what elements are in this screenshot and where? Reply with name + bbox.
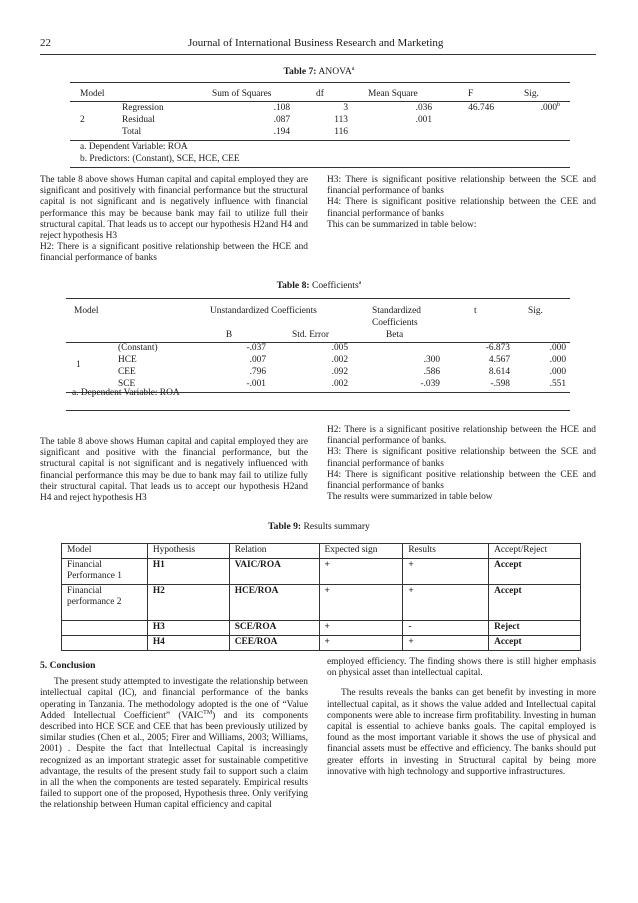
table-row [62, 636, 581, 651]
table-7-row-sig-sup: b [557, 101, 560, 108]
table-7-header-f: F [468, 89, 474, 99]
text-1-left-column [40, 175, 308, 265]
table-7-row-sig-value: .000 [540, 103, 557, 113]
text-2-left-paragraph: The table 8 above shows Human capital and capital employed they are significant and positive with the financial performance, but the structural capital is not significant and is negatively influenced with financial performance this may be due to bank may fail to utilize fully their structural capital. That leads us to accept our hypothesis H2and H4 and reject hypothesis H3 [40, 437, 308, 504]
table-8-row-label: HCE [118, 355, 137, 365]
table-9-title: Results summary [303, 521, 370, 532]
table-row [62, 585, 581, 621]
table-9-caption [0, 521, 638, 532]
table-8-top-rule [66, 298, 570, 299]
table-9-label: Table 9: [268, 521, 302, 532]
text-1-left-paragraph: The table 8 above shows Human capital and capital employed they are significant and positively with financial performance but the structural capital is not significant and is negatively influence with financial performance this may be because bank may fail to utilize full their structural capital. That leads us to accept our hypothesis H2and H4 and reject hypothesis H3 [40, 175, 308, 242]
table-7-row-ss: .194 [273, 127, 290, 137]
journal-title: Journal of International Business Research and Marketing [188, 37, 444, 49]
text-2-right-column [327, 425, 596, 503]
text-2-left-column [40, 437, 308, 504]
table-9-expected-sign: + [319, 585, 403, 621]
table-7-header-rule [70, 101, 570, 102]
table-9-header-expected-sign: Expected sign [319, 544, 403, 559]
table-8-row-b: -.001 [246, 379, 266, 389]
table-9-expected-sign: + [319, 559, 403, 585]
conclusion-right-column [327, 657, 596, 778]
conclusion-left-column [40, 660, 308, 812]
text-1-right-h3: H3: There is significant positive relationship between the SCE and financial performance of banks [327, 175, 596, 197]
table-9-relation: CEE/ROA [229, 636, 319, 651]
table-8-model-number: 1 [76, 360, 81, 370]
table-9-header-hypothesis: Hypothesis [147, 544, 229, 559]
table-8-row-sig: .000 [549, 355, 566, 365]
table-8-row-sig: .000 [549, 343, 566, 353]
table-7-model-number: 2 [80, 115, 85, 125]
table-8-row-label: (Constant) [118, 343, 158, 353]
page-header [40, 36, 596, 55]
table-8-row-b: .007 [249, 355, 266, 365]
table-8-row-beta: .300 [423, 355, 440, 365]
table-7-top-rule [70, 82, 570, 83]
table-8-header-t: t [474, 306, 477, 316]
table-8-title: Coefficients [311, 280, 359, 291]
conclusion-paragraph-1-part-b: ) and its components described into HCE SCE and CEE that has been previously utilized by similar studies (Chen et al., 2005; Firer and Williams, 2003; Williams, 2001) . Despite the fact that Intellectual Capital is increasingly recognized as an important strategic asset for sustainable competitive advantage, the results of the present study fail to support such a claim in all the when the components are tested separately. Empirical results failed to support one of the proposed, Hypothesis three. Only verifying the relationship between Human capital efficiency and capital [40, 710, 308, 811]
trademark-sup: TM [203, 709, 213, 716]
table-8-subheader-beta: Beta [386, 330, 404, 340]
table-row [62, 559, 581, 585]
table-7-caption-sup: a [351, 65, 355, 72]
table-9-result: + [403, 559, 489, 585]
table-9-hypothesis: H3 [147, 621, 229, 636]
table-8-row-sig: .551 [549, 379, 566, 389]
table-8-header-standardized: Standardized [372, 306, 421, 316]
table-7-row-ms: .036 [415, 103, 432, 113]
table-8-row-b: -.037 [246, 343, 266, 353]
table-9-header-row [62, 544, 581, 559]
table-9-model: Financial performance 2 [62, 585, 148, 621]
table-9-header-accept-reject: Accept/Reject [489, 544, 581, 559]
table-9-decision: Accept [489, 585, 581, 621]
table-9-model [62, 636, 148, 651]
table-9-result: + [403, 636, 489, 651]
table-7-row-label: Regression [122, 103, 164, 113]
table-row [62, 621, 581, 636]
table-8-note: a. Dependent Variable: ROA [72, 388, 180, 398]
table-8-label: Table 8: [276, 280, 310, 291]
table-9-hypothesis: H1 [147, 559, 229, 585]
text-1-right-summary: This can be summarized in table below: [327, 219, 477, 230]
table-9-hypothesis: H2 [147, 585, 229, 621]
table-7-header-df: df [316, 89, 324, 99]
table-7-header-model: Model [80, 89, 105, 99]
table-7-header-ms: Mean Square [368, 89, 418, 99]
table-9-decision: Accept [489, 559, 581, 585]
table-8-header-model: Model [74, 306, 99, 316]
table-9-header-results: Results [403, 544, 489, 559]
table-9-expected-sign: + [319, 621, 403, 636]
table-8-row-t: 8.614 [488, 367, 510, 377]
table-9-relation: VAIC/ROA [229, 559, 319, 585]
table-8-row-t: 4.567 [488, 355, 510, 365]
table-9-result: + [403, 585, 489, 621]
table-8-row-t: -.598 [490, 379, 510, 389]
table-7-row-ss: .087 [273, 115, 290, 125]
table-9 [61, 543, 581, 651]
table-8-row-b: .796 [249, 367, 266, 377]
table-7-row-f: 46.746 [468, 103, 494, 113]
conclusion-heading: 5. Conclusion [40, 660, 96, 671]
table-9-model: Financial Performance 1 [62, 559, 148, 585]
table-7-note: a. Dependent Variable: ROA [80, 142, 188, 152]
conclusion-paragraph-1 [40, 677, 308, 811]
table-9-decision: Accept [489, 636, 581, 651]
table-9-header-relation: Relation [229, 544, 319, 559]
text-2-right-h4: H4: There is significant positive relationship between the CEE and financial performance of banks [327, 469, 596, 492]
table-7-bottom-rule [70, 167, 570, 168]
text-1-left-h2: H2: There is a significant positive relationship between the HCE and financial performance of banks [40, 242, 308, 264]
table-7-row-df: 3 [343, 103, 348, 113]
table-7-label: Table 7: [283, 66, 317, 77]
table-7-row-label: Total [122, 127, 142, 137]
table-9-relation: HCE/ROA [229, 585, 319, 621]
table-8-row-se: .002 [331, 379, 348, 389]
table-8-caption-sup: a [358, 279, 362, 286]
table-7-caption [0, 66, 638, 77]
table-8-header-sig: Sig. [528, 306, 543, 316]
table-8-caption [0, 280, 638, 291]
table-9-model [62, 621, 148, 636]
page-number: 22 [40, 37, 51, 49]
table-7-row-ms: .001 [415, 115, 432, 125]
table-8-row-sig: .000 [549, 367, 566, 377]
table-8-row-t: -6.873 [485, 343, 510, 353]
table-8-row-se: .005 [331, 343, 348, 353]
table-8-subheader-b: B [225, 330, 233, 340]
table-8-row-label: SCE [118, 379, 136, 389]
table-8-bottom-rule [66, 410, 570, 411]
table-7-note: b. Predictors: (Constant), SCE, HCE, CEE [80, 154, 240, 164]
conclusion-right-paragraph-1: employed efficiency. The finding shows there is still higher emphasis on physical asset than intellectual capital. [327, 657, 596, 679]
table-7-title: ANOVA [318, 66, 352, 77]
table-7-header-ss: Sum of Squares [212, 89, 272, 99]
table-7-row-df: 113 [334, 115, 348, 125]
text-2-right-summary: The results were summarized in table below [327, 492, 493, 503]
conclusion-right-paragraph-2: The results reveals the banks can get benefit by investing in more intellectual capital, as it shows the value added and Intellectual capital components were able to increase firm profitability. Investing in human capital is essential to achieve banks goals. The capital employed is found as the most important variable it shows the use of physical and financial assets must be effective and efficiency. The banks should put greater efforts in investing in Structural capital by being more innovative with high technology and supportive infrastructures. [327, 688, 596, 777]
table-8-row-se: .092 [331, 367, 348, 377]
table-8-header-unstandardized: Unstandardized Coefficients [210, 306, 317, 316]
table-8-header-coefficients: Coefficients [372, 318, 418, 328]
conclusion-paragraph-1-part-a: The present study attempted to investigate the relationship between intellectual capital (IC), and financial performance of the banks operating in Tanzania. The methodology adopted is the one of “Value Added Intellectual Coefficient” (VAIC [40, 677, 308, 721]
table-8-row-beta: .586 [423, 367, 440, 377]
table-9-relation: SCE/ROA [229, 621, 319, 636]
table-8-row-se: .002 [331, 355, 348, 365]
text-2-right-h3: H3: There is significant positive relationship between the SCE and financial performance of banks [327, 447, 596, 469]
table-7-row-sig [520, 103, 560, 114]
table-9-decision: Reject [489, 621, 581, 636]
table-7-row-df: 116 [334, 127, 348, 137]
table-7-row-ss: .108 [273, 103, 290, 113]
text-1-right-column [327, 175, 596, 231]
text-1-right-h4: H4: There is significant positive relationship between the CEE and financial performance of banks [327, 197, 596, 219]
table-8-subheader-std-error: Std. Error [292, 330, 329, 340]
table-8-row-label: CEE [118, 367, 136, 377]
table-7-row-label: Residual [122, 115, 155, 125]
table-9-header-model: Model [62, 544, 148, 559]
text-2-right-h2: H2: There is a significant positive relationship between the HCE and financial performance of banks. [327, 425, 596, 447]
table-8-row-beta: -.039 [420, 379, 440, 389]
table-7-body-rule [70, 140, 570, 141]
table-9-hypothesis: H4 [147, 636, 229, 651]
table-7-header-sig: Sig. [524, 89, 539, 99]
table-9-expected-sign: + [319, 636, 403, 651]
table-9-result: - [403, 621, 489, 636]
